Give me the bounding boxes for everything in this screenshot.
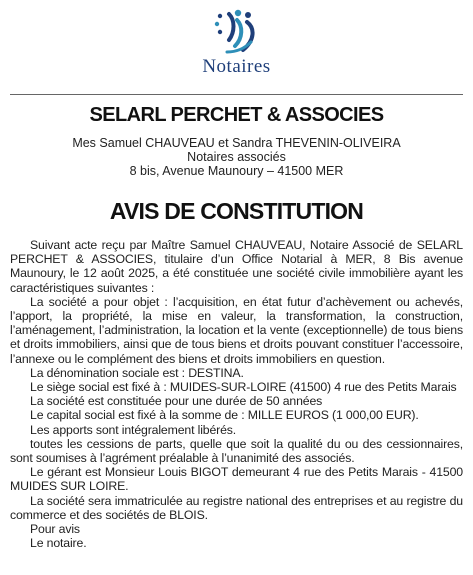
paragraph-intro: Suivant acte reçu par Maître Samuel CHAUVEAU, Notaire Associé de SELARL PERCHET & ASSOCIES, titulaire d’un Office Notarial à MER, 8 Bis avenue Maunoury, le 12 août 2025, a été constituée une société civile immobilière ayant les caractéristiques suivantes : xyxy=(10,238,463,295)
paragraph-signature: Le notaire. xyxy=(30,536,87,551)
paragraph-manager: Le gérant est Monsieur Louis BIGOT demeurant 4 rue des Petits Marais - 41500 MUIDES SUR LOIRE. xyxy=(10,465,463,494)
notaires-logo xyxy=(0,6,473,78)
firm-name: SELARL PERCHET & ASSOCIES xyxy=(89,104,384,126)
notice-title: AVIS DE CONSTITUTION xyxy=(109,198,364,224)
paragraph-name: La dénomination sociale est : DESTINA. xyxy=(30,365,244,380)
firm-address-line: 8 bis, Avenue Maunoury – 41500 MER xyxy=(129,164,344,178)
paragraph-contributions: Les apports sont intégralement libérés. xyxy=(30,422,237,437)
top-divider xyxy=(10,94,463,95)
paragraph-seat: Le siège social est fixé à : MUIDES-SUR-LOIRE (41500) 4 rue des Petits Marais xyxy=(30,380,457,395)
paragraph-duration: La société est constituée pour une durée de 50 années xyxy=(30,394,323,409)
firm-details xyxy=(0,136,473,178)
firm-role-line: Notaires associés xyxy=(187,150,286,164)
paragraph-pour-avis: Pour avis xyxy=(30,522,80,537)
notice-body xyxy=(10,238,463,550)
paragraph-object: La société a pour objet : l’acquisition, en état futur d’achèvement ou achevés, l’apport, la propriété, la mise en valeur, la transformation, la construction, l’aménagement, l’administration, la location et la vente (exceptionnelle) de tous biens et droits immobiliers, ainsi que de tous biens et droits pouvant constituer l’accessoire, l’annexe ou le complément des biens et droits immobiliers en question. xyxy=(10,294,463,366)
paragraph-capital: Le capital social est fixé à la somme de : MILLE EUROS (1 000,00 EUR). xyxy=(30,408,419,423)
notaires-emblem-icon xyxy=(211,6,263,58)
firm-notaries-line: Mes Samuel CHAUVEAU et Sandra THEVENIN-OLIVEIRA xyxy=(72,136,401,150)
logo-wordmark: Notaires xyxy=(202,56,271,77)
paragraph-registration: La société sera immatriculée au registre national des entreprises et au registre du commerce et des sociétés de BLOIS. xyxy=(10,493,463,522)
paragraph-transfers: toutes les cessions de parts, quelle que soit la qualité du ou des cessionnaires, sont soumises à l’agrément préalable à l’unanimité des associés. xyxy=(10,436,463,466)
